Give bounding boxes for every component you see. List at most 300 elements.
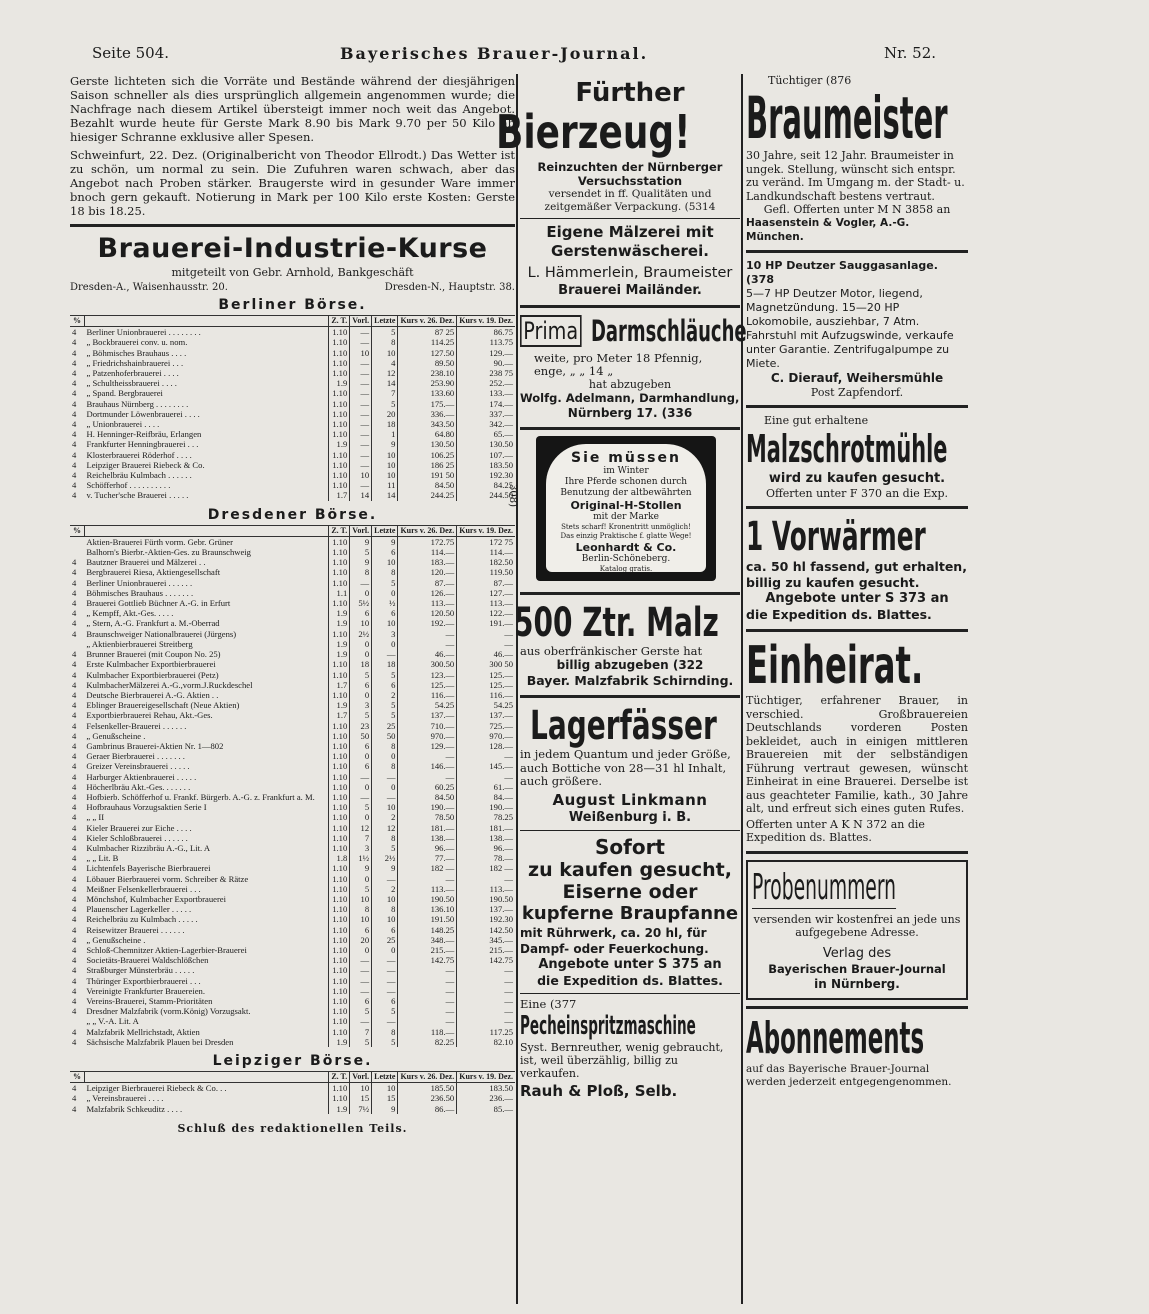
row-vorl: 9 [350, 863, 372, 873]
row-vorl: 18 [350, 659, 372, 669]
th-letzte: Letzte [372, 1072, 398, 1083]
row-name: Klosterbrauerei Röderhof . . . . [86, 449, 192, 460]
row-pct [70, 1016, 84, 1026]
row-name: Eblinger Brauereigesellschaft (Neue Aktien) [86, 700, 240, 711]
malz-l3: billig abzugeben (322 [556, 658, 704, 672]
row-letzte: 10 [372, 557, 398, 567]
row-name: Berliner Unionbrauerei . . . . . . . . [86, 327, 201, 338]
row-name: Societäts-Brauerei Waldschlößchen [86, 955, 209, 966]
lager-city: Weißenburg i. B. [568, 809, 692, 825]
row-kurs26: — [398, 639, 457, 649]
row-letzte: 11 [372, 480, 398, 490]
row-kurs19: 215.— [457, 945, 515, 955]
einheirat-offers: Offerten unter A K N 372 an die Expedition ds. Blattes. [746, 817, 925, 844]
row-kurs26: 253.90 [398, 378, 457, 388]
haemmerlein-2: Brauerei Mailänder. [558, 283, 702, 298]
row-vorl: 5 [350, 670, 372, 680]
stollen-ad [507, 436, 740, 586]
row-pct: 4 [72, 398, 77, 409]
section-rule [70, 224, 515, 227]
rule [520, 592, 740, 595]
row-letzte: 9 [372, 536, 398, 547]
row-kurs19: 192.30 [457, 914, 515, 924]
row-name: Meißner Felsenkellerbrauerei . . . [86, 883, 201, 894]
table-row [70, 639, 515, 649]
row-kurs26: 138.— [398, 833, 457, 843]
row-kurs26: 137.— [398, 710, 457, 720]
row-vorl: — [350, 792, 372, 802]
berlin-table [70, 315, 515, 501]
row-name: Exportbierbrauerei Rehau, Akt.-Ges. [86, 710, 213, 721]
rule [746, 506, 968, 509]
row-kurs19: 236.— [457, 1093, 515, 1103]
row-zt: 1.10 [329, 460, 350, 470]
row-letzte: 10 [372, 914, 398, 924]
th-kurs26: Kurs v. 26. Dez. [398, 1072, 457, 1083]
row-vorl: 5 [350, 1037, 372, 1047]
table-row [70, 578, 515, 588]
row-pct: 4 [72, 904, 77, 915]
row-kurs26: 183.— [398, 557, 457, 567]
row-letzte: 2 [372, 884, 398, 894]
row-name: Kieler Brauerei zur Eiche . . . . [86, 822, 192, 833]
row-vorl: 10 [350, 894, 372, 904]
row-letzte: 5 [372, 843, 398, 853]
row-kurs26: 172.75 [398, 536, 457, 547]
table-row [70, 629, 515, 639]
row-zt: 1.10 [329, 772, 350, 782]
row-letzte: 50 [372, 731, 398, 741]
braum-body: 30 Jahre, seit 12 Jahr. Braumeister in ungek. Stellung, wünscht sich entspr. zu veränd. Im Umgang m. der Stadt- u. Landkundschaft bestens vertraut. [746, 149, 965, 203]
row-vorl: 10 [350, 348, 372, 358]
row-vorl: 23 [350, 721, 372, 731]
row-letzte: 10 [372, 894, 398, 904]
row-letzte: 8 [372, 567, 398, 577]
row-letzte: 3 [372, 629, 398, 639]
row-letzte: 9 [372, 863, 398, 873]
row-kurs19: 138.— [457, 833, 515, 843]
row-kurs26: 336.— [398, 409, 457, 419]
row-zt: 1.7 [329, 680, 350, 690]
schrot-title: Malzschrotmühle [746, 427, 948, 471]
row-zt: 1.10 [329, 874, 350, 884]
row-zt: 1.10 [329, 945, 350, 955]
row-zt: 1.10 [329, 358, 350, 368]
row-letzte: 18 [372, 659, 398, 669]
row-name: Hofbrauhaus Vorzugsaktien Serie I [86, 802, 207, 813]
row-letzte: 8 [372, 833, 398, 843]
row-name: Höcherlbräu Akt.-Ges. . . . . . . [86, 781, 191, 792]
row-kurs19: 137.— [457, 710, 515, 720]
rule [746, 250, 968, 253]
row-zt: 1.10 [329, 965, 350, 975]
table-row [70, 884, 515, 894]
row-kurs19: 125.— [457, 670, 515, 680]
row-kurs26: 113.— [398, 884, 457, 894]
row-zt: 1.10 [329, 843, 350, 853]
row-kurs19: 244.50 [457, 490, 515, 500]
row-name: „ Bockbrauerei conv. u. nom. [86, 337, 188, 348]
row-kurs26: 236.50 [398, 1093, 457, 1103]
row-kurs26: 89.50 [398, 358, 457, 368]
table-row [70, 608, 515, 618]
row-kurs26: 136.10 [398, 904, 457, 914]
row-kurs26: — [398, 772, 457, 782]
row-zt: 1.10 [329, 578, 350, 588]
issue-number: Nr. 52. [884, 44, 937, 62]
stollen-side: 308) [507, 484, 518, 507]
row-pct: 4 [72, 388, 77, 399]
row-kurs26: 82.25 [398, 1037, 457, 1047]
table-row [70, 1093, 515, 1103]
row-kurs26: 84.50 [398, 792, 457, 802]
row-pct: 4 [72, 812, 77, 823]
row-letzte: 5 [372, 1006, 398, 1016]
row-pct: 4 [72, 781, 77, 792]
table-row [70, 986, 515, 996]
row-kurs26: 182 — [398, 863, 457, 873]
row-letzte: 5 [372, 399, 398, 409]
table-row [70, 547, 515, 557]
row-vorl: 0 [350, 782, 372, 792]
row-zt: 1.10 [329, 629, 350, 639]
row-vorl: 8 [350, 567, 372, 577]
row-pct: 4 [72, 853, 77, 864]
row-zt: 1.1 [329, 588, 350, 598]
row-letzte: 8 [372, 904, 398, 914]
row-name: Dresdner Malzfabrik (vorm.König) Vorzugsakt. [86, 1006, 251, 1017]
row-zt: 1.10 [329, 337, 350, 347]
kurse-title: Brauerei-Industrie-Kurse [97, 233, 488, 264]
row-name: „ Stern, A.-G. Frankfurt a. M.-Oberrad [86, 618, 220, 629]
column-rule-2 [741, 74, 743, 1304]
schrot-1: Eine gut erhaltene [764, 414, 869, 427]
row-vorl: 8 [350, 904, 372, 914]
row-zt: 1.10 [329, 914, 350, 924]
table-row [70, 1104, 515, 1114]
row-name: „ Genußscheine . [86, 730, 146, 741]
row-pct: 4 [72, 337, 77, 348]
row-name: Bergbrauerei Riesa, Aktiengesellschaft [86, 567, 221, 578]
maelzerei-2: Gerstenwäscherei. [551, 242, 709, 260]
kurse-address-2: Dresden-N., Hauptstr. 38. [384, 282, 515, 293]
row-vorl: 7½ [350, 1104, 372, 1114]
row-letzte: 25 [372, 935, 398, 945]
row-name: Schloß-Chemnitzer Aktien-Lagerbier-Brauerei [86, 944, 247, 955]
page-number: Seite 504. [92, 44, 170, 62]
deutzer-2: 5—7 HP Deutzer Motor, liegend, Magnetzündung. 15—20 HP Lokomobile, ausziehbar, 7 Atm. Fahrstuhl mit Aufzugswinde, verkaufe unter Garantie. Zentrifugalpumpe zu Miete. [746, 287, 954, 370]
row-kurs26: 120.— [398, 567, 457, 577]
row-name: Harburger Aktienbrauerei . . . . . [86, 771, 197, 782]
row-kurs19: 238 75 [457, 368, 515, 378]
row-letzte: 6 [372, 547, 398, 557]
row-kurs19: 113.— [457, 884, 515, 894]
braum-title: Braumeister [746, 84, 948, 152]
row-letzte: 10 [372, 450, 398, 460]
table-row [70, 378, 515, 388]
table-row [70, 490, 515, 500]
row-zt: 1.10 [329, 536, 350, 547]
journal-title: Bayerisches Brauer-Journal. [340, 44, 649, 63]
row-kurs19: 90.— [457, 358, 515, 368]
probe-box [746, 860, 968, 1000]
rule [746, 1006, 968, 1009]
schweinfurt-report: Schweinfurt, 22. Dez. (Originalbericht von Theodor Ellrodt.) Das Wetter ist zu schön, um normal zu sein. Die Zufuhren waren schwach, aber das Angebot nach Proben stärker. Braugerste wird in gesunder Ware immer bnoch gern gekauft. Notierung in Mark per 100 Kilo erste Kosten: Gerste 18 bis 18.25. [70, 148, 515, 218]
row-vorl: 7 [350, 1027, 372, 1037]
row-letzte: 6 [372, 996, 398, 1006]
row-kurs26: — [398, 874, 457, 884]
row-name: „ „ Lit. B [86, 853, 119, 864]
rule [746, 405, 968, 408]
row-kurs26: — [398, 1016, 457, 1026]
row-kurs26: — [398, 965, 457, 975]
row-kurs26: 125.— [398, 680, 457, 690]
deutzer-1: 10 HP Deutzer Sauggasanlage. (378 [746, 259, 938, 286]
row-kurs26: 192.— [398, 618, 457, 628]
th-pct: % [70, 316, 84, 327]
row-zt: 1.10 [329, 986, 350, 996]
abo-3: werden jederzeit entgegengenommen. [746, 1075, 952, 1088]
row-pct: 4 [72, 822, 77, 833]
row-letzte: 7 [372, 388, 398, 398]
row-kurs19: 191.— [457, 618, 515, 628]
table-row [70, 925, 515, 935]
sofort-3: Eiserne oder [562, 880, 698, 903]
pech-firm: Rauh & Ploß, Selb. [520, 1081, 678, 1100]
row-letzte: 12 [372, 823, 398, 833]
row-kurs26: 133.60 [398, 388, 457, 398]
row-name: „ „ V.-A. Lit. A [86, 1016, 139, 1027]
row-kurs26: 84.50 [398, 480, 457, 490]
row-kurs26: 127.50 [398, 348, 457, 358]
table-row [70, 618, 515, 628]
row-kurs26: 87.— [398, 578, 457, 588]
th-kurs19: Kurs v. 19. Dez. [457, 1072, 515, 1083]
row-zt: 1.10 [329, 598, 350, 608]
row-name: Hofbierb. Schöfferhof u. Frankf. Bürgerb. A.-G. z. Frankfurt a. M. [86, 791, 315, 802]
row-zt: 1.10 [329, 557, 350, 567]
row-name: Brunner Brauerei (mit Coupon No. 25) [86, 649, 221, 660]
row-kurs26: 116.— [398, 690, 457, 700]
row-kurs19: — [457, 629, 515, 639]
row-name: Gambrinus Brauerei-Aktien Nr. 1—802 [86, 740, 224, 751]
table-row [70, 802, 515, 812]
row-pct [70, 639, 84, 649]
row-kurs19: 82.10 [457, 1037, 515, 1047]
row-kurs26: 60.25 [398, 782, 457, 792]
row-name: Leipziger Bierbrauerei Riebeck & Co. . . [86, 1083, 227, 1094]
berlin-title: Berliner Börse. [218, 297, 367, 313]
stollen-headline: Sie müssen [571, 450, 681, 466]
row-kurs26: — [398, 629, 457, 639]
row-vorl: 5 [350, 884, 372, 894]
table-row [70, 761, 515, 771]
row-vorl: 5 [350, 1006, 372, 1016]
row-pct: 4 [72, 567, 77, 578]
row-kurs19: 172 75 [457, 536, 515, 547]
row-vorl: 5 [350, 547, 372, 557]
table-row [70, 680, 515, 690]
row-pct: 4 [72, 429, 77, 440]
row-pct: 4 [72, 480, 77, 491]
row-kurs19: — [457, 1016, 515, 1026]
row-kurs19: 84.25 [457, 480, 515, 490]
table-row [70, 904, 515, 914]
row-vorl: — [350, 460, 372, 470]
row-name: Malzfabrik Schkeuditz . . . . [86, 1103, 183, 1114]
row-kurs26: 175.— [398, 399, 457, 409]
row-vorl: 5½ [350, 598, 372, 608]
stollen-inner [546, 444, 706, 572]
table-row [70, 823, 515, 833]
row-pct: 4 [72, 1006, 77, 1017]
row-kurs19: 345.— [457, 935, 515, 945]
row-zt: 1.10 [329, 812, 350, 822]
row-vorl: 14 [350, 490, 372, 500]
row-vorl: — [350, 419, 372, 429]
row-name: „ Vereinsbrauerei . . . . [86, 1093, 164, 1104]
row-pct: 4 [72, 924, 77, 935]
th-pct: % [70, 525, 84, 536]
left-column [70, 74, 515, 1304]
row-zt: 1.10 [329, 1093, 350, 1103]
row-kurs19: 337.— [457, 409, 515, 419]
lager-title: Lagerfässer [530, 703, 717, 749]
row-kurs19: 107.— [457, 450, 515, 460]
malz-title: 500 Ztr. Malz [514, 600, 719, 646]
deutzer-3: C. Dierauf, Weihersmühle [770, 371, 944, 385]
probe-title: Probenummern [752, 866, 897, 908]
row-letzte: 8 [372, 761, 398, 771]
row-kurs19: 190.50 [457, 894, 515, 904]
table-row [70, 976, 515, 986]
table-row [70, 1037, 515, 1047]
row-vorl: — [350, 429, 372, 439]
table-row [70, 833, 515, 843]
row-kurs19: — [457, 772, 515, 782]
row-name: Kulmbacher Exportbierbrauerei (Petz) [86, 669, 219, 680]
table-row [70, 1027, 515, 1037]
row-kurs19: 137.— [457, 904, 515, 914]
malz-firm: Bayer. Malzfabrik Schirnding. [526, 673, 734, 688]
row-name: Kulmbacher Rizzibräu A.-G., Lit. A [86, 842, 211, 853]
row-vorl: 0 [350, 945, 372, 955]
row-vorl: 5 [350, 802, 372, 812]
row-pct: 4 [72, 1026, 77, 1037]
row-pct: 4 [72, 347, 77, 358]
row-pct: 4 [72, 1103, 77, 1114]
row-kurs19: 127.— [457, 588, 515, 598]
row-name: Lichtenfels Bayerische Bierbrauerei [86, 863, 211, 874]
row-kurs19: 142.75 [457, 955, 515, 965]
row-letzte: 5 [372, 578, 398, 588]
row-vorl: 5 [350, 710, 372, 720]
row-vorl: 10 [350, 1083, 372, 1094]
row-letzte: 5 [372, 1037, 398, 1047]
row-vorl: — [350, 986, 372, 996]
row-kurs19: 86.75 [457, 327, 515, 338]
row-zt: 1.10 [329, 925, 350, 935]
row-zt: 1.9 [329, 618, 350, 628]
row-pct: 4 [72, 720, 77, 731]
row-kurs19: 183.50 [457, 1083, 515, 1094]
row-pct: 4 [72, 863, 77, 874]
row-vorl: 6 [350, 680, 372, 690]
row-kurs26: 120.50 [398, 608, 457, 618]
row-kurs19: 252.— [457, 378, 515, 388]
row-kurs26: 130.50 [398, 439, 457, 449]
editorial-end: Schluß des redaktionellen Teils. [177, 1121, 408, 1135]
row-name: H. Henninger-Reifbräu, Erlangen [86, 429, 202, 440]
th-zt: Z. T. [329, 1072, 350, 1083]
row-letzte: 10 [372, 802, 398, 812]
row-letzte: 6 [372, 680, 398, 690]
row-kurs19: 114.— [457, 547, 515, 557]
row-pct: 4 [72, 449, 77, 460]
row-pct: 4 [72, 914, 77, 925]
darm-weite: weite, pro Meter 18 Pfennig, [534, 351, 703, 365]
row-kurs19: 46.— [457, 649, 515, 659]
row-letzte: 10 [372, 348, 398, 358]
row-pct: 4 [72, 557, 77, 568]
row-name: Kieler Schloßbrauerei . . . . . . [86, 832, 188, 843]
row-letzte: 0 [372, 945, 398, 955]
row-pct: 4 [72, 842, 77, 853]
row-zt: 1.9 [329, 639, 350, 649]
row-name: Vereins-Brauerei, Stamm-Prioritäten [86, 996, 213, 1006]
row-vorl: 1½ [350, 853, 372, 863]
row-kurs26: 244.25 [398, 490, 457, 500]
row-kurs26: 78.50 [398, 812, 457, 822]
row-zt: 1.10 [329, 751, 350, 761]
row-zt: 1.10 [329, 731, 350, 741]
row-name: Greizer Vereinsbrauerei . . . . . [86, 761, 190, 772]
row-pct: 4 [72, 1083, 77, 1094]
row-kurs19: 119.50 [457, 567, 515, 577]
row-pct: 4 [72, 832, 77, 843]
row-kurs26: 142.75 [398, 955, 457, 965]
row-vorl: — [350, 399, 372, 409]
leipzig-table [70, 1071, 515, 1114]
sofort-7: Angebote unter S 375 an [538, 956, 722, 972]
row-vorl: 0 [350, 588, 372, 598]
row-zt: 1.10 [329, 1006, 350, 1016]
row-pct: 4 [72, 893, 77, 904]
table-row [70, 670, 515, 680]
row-name: Leipziger Brauerei Riebeck & Co. [86, 459, 205, 470]
haemmerlein-1: L. Hämmerlein, Braumeister [527, 265, 733, 281]
row-vorl: 20 [350, 935, 372, 945]
row-kurs26: 146.— [398, 761, 457, 771]
row-zt: 1.10 [329, 327, 350, 338]
table-row [70, 439, 515, 449]
row-zt: 1.10 [329, 1016, 350, 1026]
row-vorl: 10 [350, 470, 372, 480]
row-zt: 1.7 [329, 710, 350, 720]
row-kurs26: 181.— [398, 823, 457, 833]
probe-city: in Nürnberg. [814, 976, 900, 991]
row-letzte: 8 [372, 337, 398, 347]
malz-l2: aus oberfränkischer Gerste hat [520, 644, 703, 658]
row-name: Reichelbräu Kulmbach . . . . . . [86, 470, 192, 481]
row-zt: 1.10 [329, 670, 350, 680]
bierzeug-sub: Reinzuchten der Nürnberger Versuchsstation [537, 160, 723, 188]
table-row [70, 874, 515, 884]
row-name: Berliner Unionbrauerei . . . . . . [86, 577, 193, 588]
row-kurs26: 87 25 [398, 327, 457, 338]
row-pct: 4 [72, 771, 77, 782]
stollen-frame [536, 436, 716, 581]
